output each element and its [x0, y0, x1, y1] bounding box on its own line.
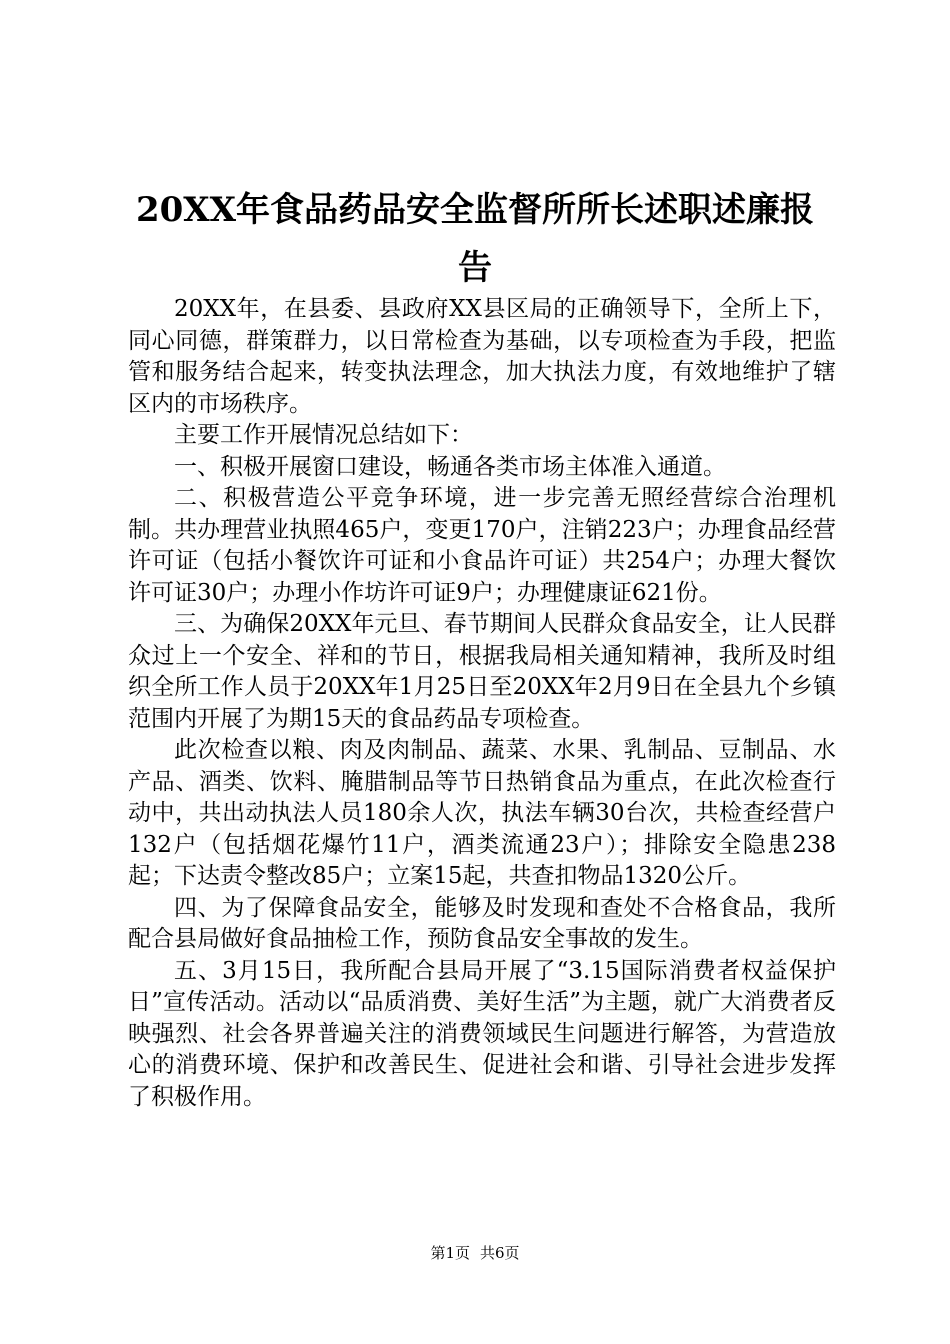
- document-title-line-1: 20XX年食品药品安全监督所所长述职述廉报: [135, 190, 815, 230]
- paragraph-intro: 20XX年，在县委、县政府XX县区局的正确领导下，全所上下，同心同德，群策群力，以日常检查为基础，以专项检查为手段，把监管和服务结合起来，转变执法理念，加大执法力度，有效地维护了辖区内的市场秩序。: [128, 296, 836, 417]
- paragraph-item-5: 五、3月15日，我所配合县局开展了“3.15国际消费者权益保护日”宣传活动。活动以“品质消费、美好生活”为主题，就广大消费者反映强烈、社会各界普遍关注的消费领域民生问题进行解答，为营造放心的消费环境、保护和改善民生、促进社会和谐、引导社会进步发挥了积极作用。: [128, 957, 836, 1110]
- document-body: [128, 294, 836, 1113]
- page-footer: [0, 1243, 950, 1263]
- page-number: 第1页: [430, 1244, 470, 1262]
- paragraph-item-3: 三、为确保20XX年元旦、春节期间人民群众食品安全，让人民群众过上一个安全、祥和的节日，根据我局相关通知精神，我所及时组织全所工作人员于20XX年1月25日至20XX年2月9日在全县九个乡镇范围内开展了为期15天的食品药品专项检查。: [128, 611, 836, 732]
- document-title-line-2: 告: [458, 248, 492, 288]
- paragraph-item-4: 四、为了保障食品安全，能够及时发现和查处不合格食品，我所配合县局做好食品抽检工作，预防食品安全事故的发生。: [128, 894, 836, 952]
- paragraph-item-2: 二、积极营造公平竞争环境，进一步完善无照经营综合治理机制。共办理营业执照465户，变更170户，注销223户；办理食品经营许可证（包括小餐饮许可证和小食品许可证）共254户；办理大餐饮许可证30户；办理小作坊许可证9户；办理健康证621份。: [128, 485, 836, 606]
- paragraph-summary-heading: 主要工作开展情况总结如下：: [174, 422, 473, 448]
- page-total: 共6页: [480, 1244, 520, 1262]
- paragraph-inspection-details: 此次检查以粮、肉及肉制品、蔬菜、水果、乳制品、豆制品、水产品、酒类、饮料、腌腊制品等节日热销食品为重点，在此次检查行动中，共出动执法人员180余人次，执法车辆30台次，共检查经营户132户（包括烟花爆竹11户，酒类流通23户）；排除安全隐患238起；下达责令整改85户；立案15起，共查扣物品1320公斤。: [128, 737, 836, 889]
- paragraph-item-1: 一、积极开展窗口建设，畅通各类市场主体准入通道。: [174, 453, 726, 480]
